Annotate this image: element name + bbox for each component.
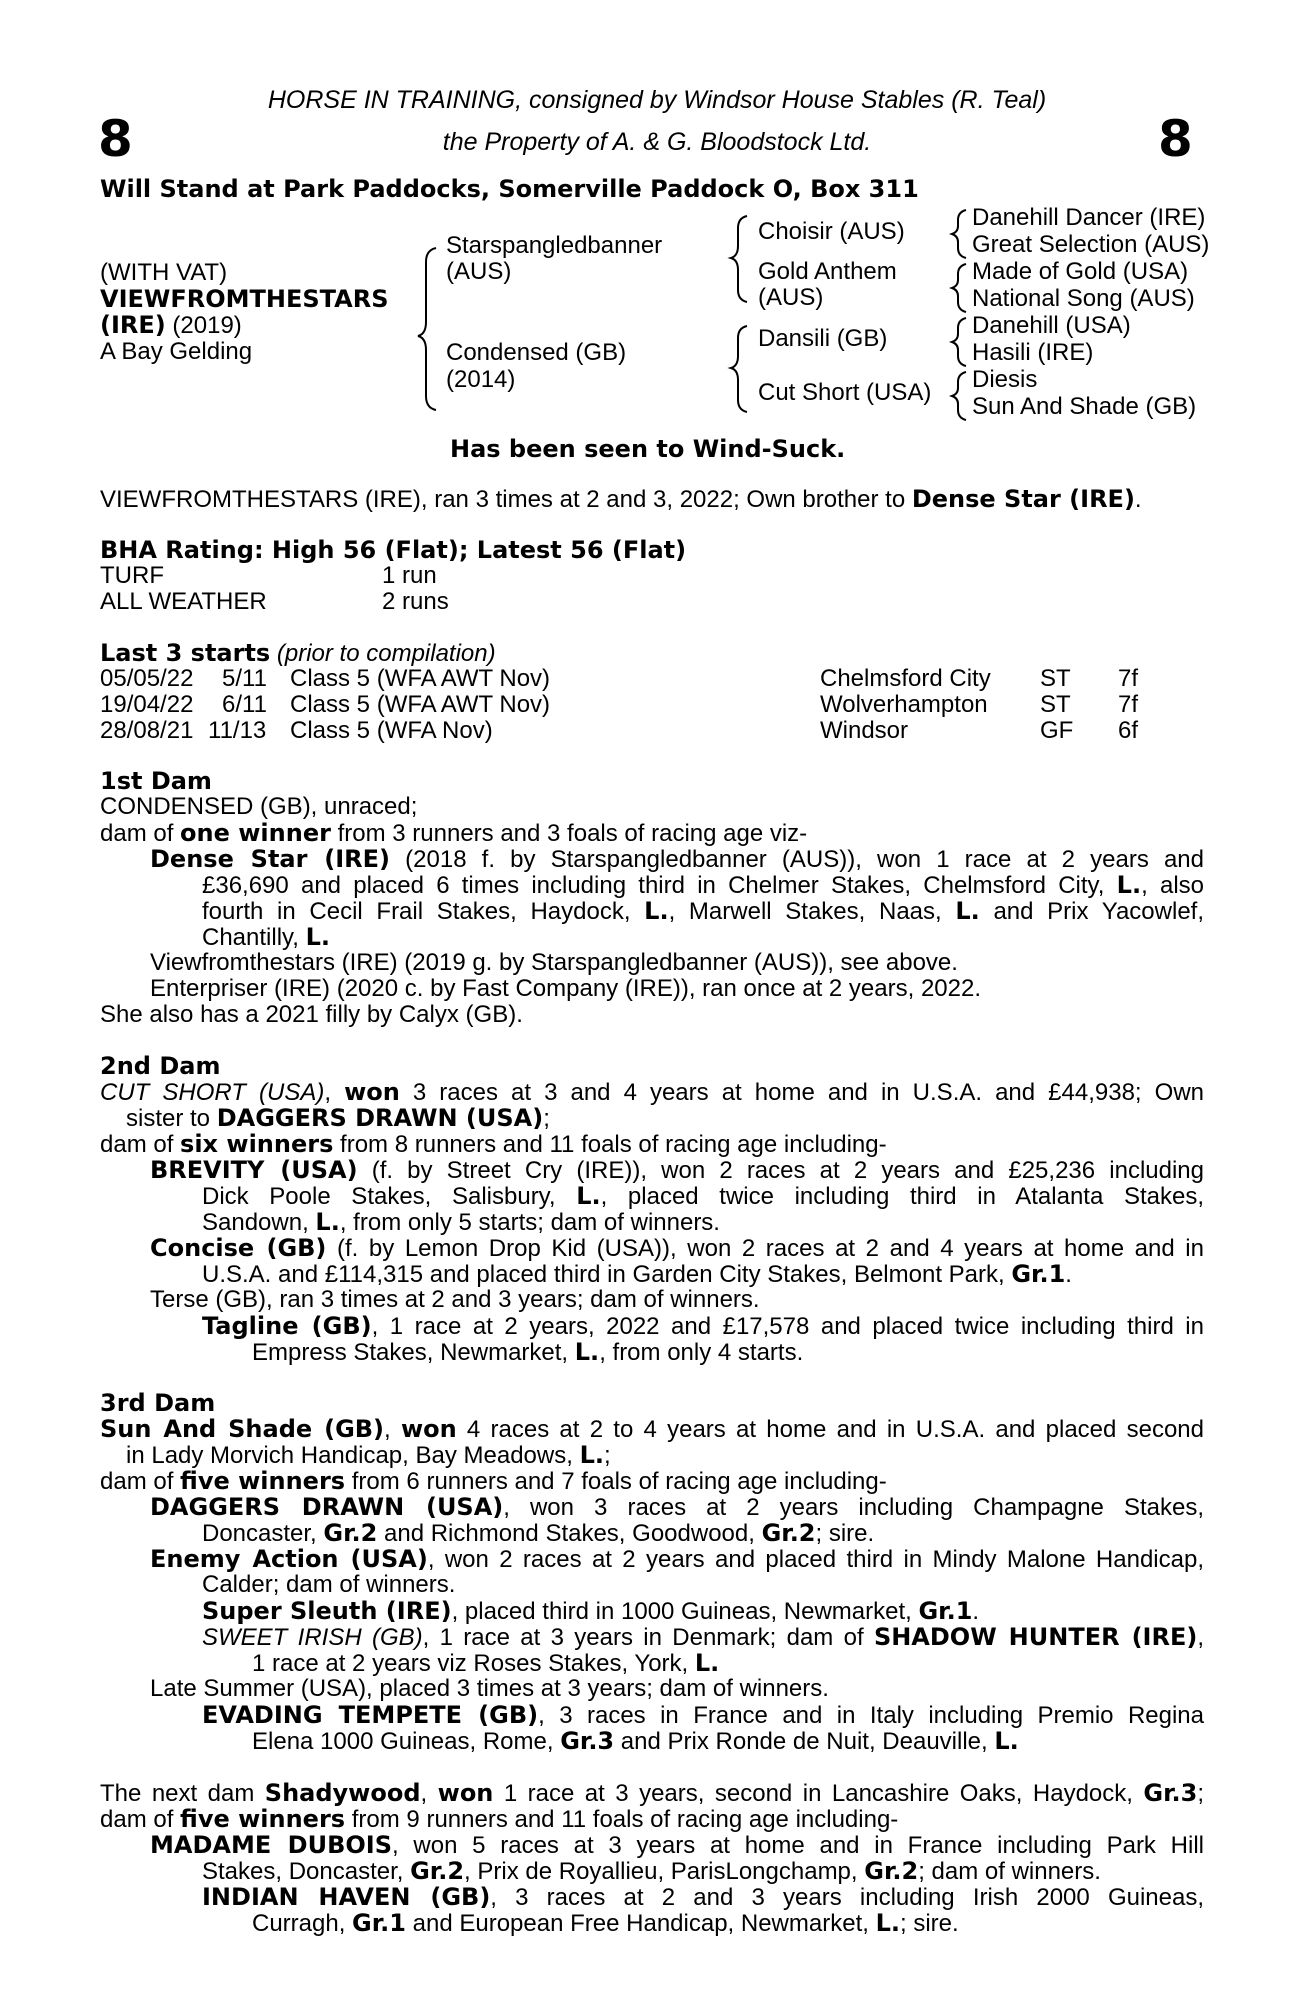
text-run: won [400,1415,457,1443]
text-run: Stakes, Doncaster, [202,1858,411,1885]
summary-text: VIEWFROMTHESTARS (IRE), ran 3 times at 2 and 3, 2022; Own brother to [100,486,912,513]
text-run: ; dam of winners. [918,1858,1101,1885]
text-run: and European Free Handicap, Newmarket, [405,1910,876,1937]
horse-year: (2019) [165,312,242,339]
text-run: won [344,1078,400,1106]
text-run: , [384,1416,401,1443]
text-run: Curragh, [252,1910,353,1937]
daggers-drawn-line-1 [150,1494,1204,1521]
text-run: L. [574,1338,600,1366]
last-starts-note: (prior to compilation) [270,640,496,667]
horse-name: VIEWFROMTHESTARS [100,285,389,313]
start-row-course: Wolverhampton [820,691,988,718]
dam-year: (2014) [446,366,516,393]
third-dam-line-1 [100,1416,1204,1443]
text-run: (f. by Lemon Drop Kid (USA)), won 2 races at 2 and 4 years at home and in [326,1235,1204,1262]
text-run: L. [315,1208,340,1236]
second-dam-line-1 [100,1079,1204,1106]
text-run: L. [1116,871,1142,899]
sire-sire-dam: Great Selection (AUS) [972,231,1210,258]
text-run: L. [579,1441,604,1469]
progeny-name: Super Sleuth (IRE) [202,1597,452,1625]
text-run: from 6 runners and 7 foals of racing age including- [345,1468,887,1495]
start-row-course: Windsor [820,717,909,744]
progeny-name: Dense Star (IRE) [150,845,391,873]
dense-star-line-4 [202,924,330,951]
next-dam-line-1 [100,1780,1204,1807]
text-run: , [420,1780,438,1807]
text-run: , Prix de Royallieu, ParisLongchamp, [464,1858,865,1885]
start-row-class: Class 5 (WFA Nov) [290,717,493,744]
progeny-name: Tagline (GB) [202,1312,372,1340]
third-dam-heading: 3rd Dam [100,1389,216,1417]
text-run: in Lady Morvich Handicap, Bay Meadows, [126,1442,580,1469]
text-run: , from only 5 starts; dam of winners. [339,1209,720,1236]
text-run: Shadywood [264,1779,421,1807]
dense-star-line-1 [150,846,1204,873]
text-run: L. [875,1909,900,1937]
dam-dam: Cut Short (USA) [758,379,932,406]
dam-dam-dam: Sun And Shade (GB) [972,393,1197,420]
third-dam-produce-line [100,1468,887,1495]
text-run: U.S.A. and £114,315 and placed third in Garden City Stakes, Belmont Park, [202,1261,1012,1288]
dam-sire-sire: Danehill (USA) [972,312,1131,339]
second-dam-produce-line [100,1131,887,1158]
text-run: Gr.3 [560,1727,615,1755]
text-run: £36,690 and placed 6 times including third in Chelmer Stakes, Chelmsford City, [202,872,1117,899]
progeny-name: INDIAN HAVEN (GB) [202,1883,491,1911]
start-row-going: ST [1040,665,1071,692]
text-run: , from only 4 starts. [599,1339,804,1366]
sire-dam-dam: National Song (AUS) [972,285,1195,312]
daggers-drawn-line-2 [202,1520,874,1547]
text-run: ; [603,1442,611,1469]
text-run: L. [305,923,331,951]
sire: Starspangledbanner [446,232,663,259]
text-run: , 3 races in France and in Italy including Premio Regina [538,1702,1204,1729]
tagline-line-2 [252,1339,803,1366]
brevity-line-2 [202,1183,1204,1210]
text-run: Sandown, [202,1209,316,1236]
dam-sire-dam: Hasili (IRE) [972,339,1094,366]
text-run: ; [1197,1780,1204,1807]
start-row-distance: 7f [1118,691,1139,718]
sweet-irish-line [202,1624,1204,1651]
progeny-name: BREVITY (USA) [150,1156,358,1184]
text-run: 4 races at 2 to 4 years at home and in U.S.A. and placed second [456,1416,1204,1443]
text-run: The next dam [100,1780,265,1807]
first-dam-produce-line [100,820,807,847]
brevity-line-1 [150,1157,1204,1184]
text-run: dam of [100,1131,181,1158]
start-row-date: 28/08/21 [100,717,194,744]
text-run: Dick Poole Stakes, Salisbury, [202,1183,577,1210]
concise-line-1 [150,1235,1204,1262]
second-dam-line-2 [126,1105,550,1132]
text-run: 3 races at 3 and 4 years at home and in U.S.A. and £44,938; Own [399,1079,1205,1106]
horse-country: (IRE) [100,311,166,339]
start-row-distance: 6f [1118,717,1139,744]
text-run: , placed twice including third in Atalanta Stakes, [600,1183,1204,1210]
text-run: . [972,1598,980,1625]
text-run: six winners [180,1130,334,1158]
madame-dubois-line-2 [202,1858,1101,1885]
text-run: ; sire. [900,1910,959,1937]
text-run: ; sire. [815,1520,875,1547]
all-weather-value: 2 runs [382,588,449,615]
dense-star-line-2 [202,872,1204,899]
last-starts-heading [100,640,496,667]
sire-country: (AUS) [446,258,512,285]
text-run: , placed third in 1000 Guineas, Newmarket, [451,1598,919,1625]
first-dam-line: CONDENSED (GB), unraced; [100,793,418,820]
text-run: L. [955,897,980,925]
start-row-position: 6/11 [222,691,267,718]
bha-rating: BHA Rating: High 56 (Flat); Latest 56 (Flat) [100,536,687,564]
text-run: Gr.3 [1143,1779,1198,1807]
evading-tempete-line-1 [202,1702,1204,1729]
dam-sire: Dansili (GB) [758,325,888,352]
sire-dam: Gold Anthem [758,258,897,285]
start-row-course: Chelmsford City [820,665,991,692]
text-run: and Richmond Stakes, Goodwood, [377,1520,762,1547]
text-run: SHADOW HUNTER (IRE) [873,1623,1198,1651]
start-row-date: 05/05/22 [100,665,194,692]
text-run: (f. by Street Cry (IRE)), won 2 races at 2 years and £25,236 including [357,1157,1204,1184]
lot-number-left: 8 [98,110,133,168]
filly-line: She also has a 2021 filly by Calyx (GB). [100,1001,523,1028]
text-run: , Marwell Stakes, Naas, [668,898,956,925]
terse-line: Terse (GB), ran 3 times at 2 and 3 years; dam of winners. [150,1286,760,1313]
text-run: five winners [180,1805,346,1833]
text-run: L. [694,1649,720,1677]
super-sleuth-line [202,1598,979,1625]
text-run: Gr.2 [410,1857,465,1885]
indian-haven-line-1 [202,1884,1204,1911]
stand-location: Will Stand at Park Paddocks, Somerville Paddock O, Box 311 [100,175,919,203]
dam-dam-sire: Diesis [972,366,1038,393]
dam: Condensed (GB) [446,339,627,366]
enterpriser-line: Enterpriser (IRE) (2020 c. by Fast Company (IRE)), ran once at 2 years, 2022. [150,975,981,1002]
dense-star-line-3 [202,898,1204,925]
text-run: CUT SHORT (USA) [100,1079,325,1106]
text-run: Gr.2 [864,1857,919,1885]
progeny-name: Enemy Action (USA) [150,1545,428,1573]
text-run: Gr.2 [323,1519,378,1547]
start-row-date: 19/04/22 [100,691,194,718]
text-run: fourth in Cecil Frail Stakes, Haydock, [202,898,645,925]
summary-brother: Dense Star (IRE) [911,485,1135,513]
second-dam-heading: 2nd Dam [100,1052,221,1080]
text-run: Gr.1 [1011,1260,1066,1288]
text-run: five winners [180,1467,346,1495]
last-starts-title: Last 3 starts [100,639,271,667]
enemy-action-line-2: Calder; dam of winners. [202,1571,456,1598]
sire-sire-sire: Danehill Dancer (IRE) [972,204,1206,231]
text-run: ; [543,1105,550,1132]
text-run: , [1197,1624,1205,1651]
start-row-class: Class 5 (WFA AWT Nov) [290,691,551,718]
text-run: Doncaster, [202,1520,324,1547]
text-run: L. [644,897,669,925]
progeny-name: Concise (GB) [150,1234,327,1262]
text-run: from 9 runners and 11 foals of racing age including- [345,1806,899,1833]
concise-line-2 [202,1261,1072,1288]
text-run: won [437,1779,494,1807]
text-run: , also [1141,872,1204,899]
brevity-line-3 [202,1209,720,1236]
shadow-hunter-line [252,1650,719,1677]
turf-label: TURF [100,562,164,589]
next-dam-produce-line [100,1806,898,1833]
turf-value: 1 run [382,562,437,589]
start-row-distance: 7f [1118,665,1139,692]
text-run: , 1 race at 3 years in Denmark; dam of [422,1624,874,1651]
evading-tempete-line-2 [252,1728,1019,1755]
text-run: Gr.2 [761,1519,816,1547]
start-row-going: GF [1040,717,1074,744]
sire-dam-sire: Made of Gold (USA) [972,258,1189,285]
text-run: one winner [180,819,331,847]
text-run: Empress Stakes, Newmarket, [252,1339,575,1366]
text-run: , [324,1079,345,1106]
tagline-line-1 [202,1313,1204,1340]
third-dam-line-2 [126,1442,611,1469]
text-run: Sun And Shade (GB) [100,1415,385,1443]
sire-sire: Choisir (AUS) [758,218,905,245]
text-run: Gr.1 [918,1597,973,1625]
start-row-going: ST [1040,691,1071,718]
start-row-position: 5/11 [222,665,267,692]
text-run: DAGGERS DRAWN (USA) [216,1104,544,1132]
text-run: dam of [100,820,181,847]
indian-haven-line-2 [252,1910,959,1937]
text-run: Gr.1 [352,1909,406,1937]
progeny-name: DAGGERS DRAWN (USA) [150,1493,504,1521]
text-run: , won 3 races at 2 years including Champagne Stakes, [503,1494,1204,1521]
first-dam-heading: 1st Dam [100,767,212,795]
text-run: from 3 runners and 3 foals of racing age viz- [330,820,808,847]
text-run: 1 race at 3 years, second in Lancashire Oaks, Haydock, [493,1780,1144,1807]
race-summary [100,486,1142,513]
text-run: , won 5 races at 3 years at home and in France including Park Hill [391,1832,1205,1859]
vat-label: (WITH VAT) [100,259,228,286]
start-row-class: Class 5 (WFA AWT Nov) [290,665,551,692]
text-run: Chantilly, [202,924,306,951]
horse-description: A Bay Gelding [100,338,253,365]
sire-dam-country: (AUS) [758,284,824,311]
text-run: sister to [126,1105,217,1132]
viewfromthestars-line: Viewfromthestars (IRE) (2019 g. by Starspangledbanner (AUS)), see above. [150,949,958,976]
text-run: , 3 races at 2 and 3 years including Irish 2000 Guineas, [490,1884,1204,1911]
start-row-position: 11/13 [208,717,267,744]
progeny-name: MADAME DUBOIS [150,1831,392,1859]
text-run: , won 2 races at 2 years and placed third in Mindy Malone Handicap, [427,1546,1205,1573]
lot-number-right: 8 [1158,110,1193,168]
text-run: L. [994,1727,1019,1755]
text-run: dam of [100,1468,181,1495]
text-run: dam of [100,1806,181,1833]
text-run: L. [576,1182,601,1210]
property-line: the Property of A. & G. Bloodstock Ltd. [442,128,872,156]
text-run: 1 race at 2 years viz Roses Stakes, York, [252,1650,695,1677]
summary-end: . [1134,486,1142,513]
consignor-line: HORSE IN TRAINING, consigned by Windsor House Stables (R. Teal) [267,86,1047,114]
all-weather-label: ALL WEATHER [100,588,267,615]
enemy-action-line-1 [150,1546,1204,1573]
text-run: (2018 f. by Starspangledbanner (AUS)), won 1 race at 2 years and [390,846,1204,873]
late-summer-line: Late Summer (USA), placed 3 times at 3 years; dam of winners. [150,1675,829,1702]
text-run: SWEET IRISH (GB) [202,1624,423,1651]
wind-suck-notice: Has been seen to Wind-Suck. [450,435,846,463]
text-run: , 1 race at 2 years, 2022 and £17,578 and placed twice including third in [371,1313,1204,1340]
text-run: Elena 1000 Guineas, Rome, [252,1728,561,1755]
madame-dubois-line-1 [150,1832,1204,1859]
progeny-name: EVADING TEMPETE (GB) [202,1701,539,1729]
text-run: and Prix Ronde de Nuit, Deauville, [614,1728,995,1755]
text-run: . [1065,1261,1072,1288]
text-run: from 8 runners and 11 foals of racing age including- [333,1131,887,1158]
text-run: and Prix Yacowlef, [979,898,1205,925]
